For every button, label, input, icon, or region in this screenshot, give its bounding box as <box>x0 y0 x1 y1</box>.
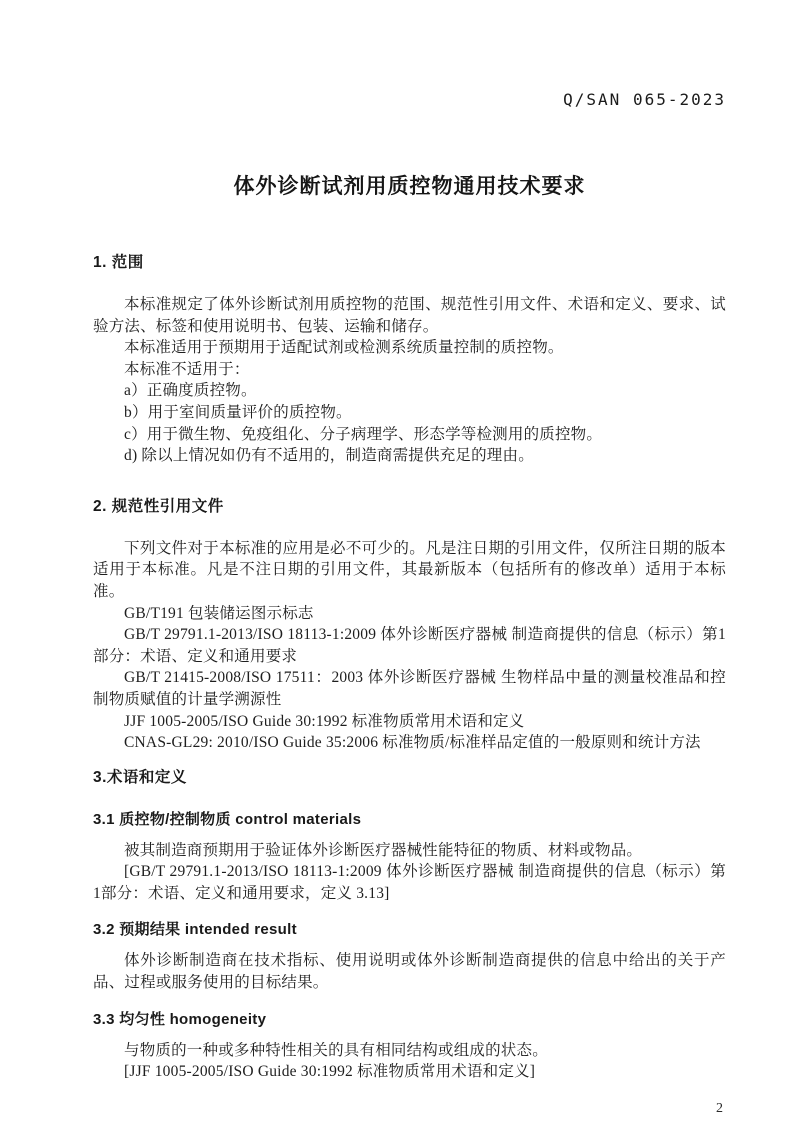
subsection-homogeneity <box>93 1010 726 1083</box>
subsection-control-materials <box>93 810 726 905</box>
document-title: 体外诊断试剂用质控物通用技术要求 <box>233 175 586 198</box>
doc-number: Q/SAN 065-2023 <box>563 90 726 109</box>
source-note: [GB/T 29791.1-2013/ISO 18113-1:2009 体外诊断医疗器械 制造商提供的信息（标示）第1部分：术语、定义和通用要求，定义 3.13] <box>93 863 726 902</box>
paragraph: 本标准适用于预期用于适配试剂或检测系统质量控制的质控物。 <box>124 339 564 357</box>
subsection-heading: 3.1 质控物/控制物质 control materials <box>93 810 362 828</box>
paragraph: 体外诊断制造商在技术指标、使用说明或体外诊断制造商提供的信息中给出的关于产品、过程或服务使用的目标结果。 <box>93 952 726 992</box>
section-scope <box>93 253 726 467</box>
paragraph: 下列文件对于本标准的应用是必不可少的。凡是注日期的引用文件，仅所注日期的版本适用于本标准。凡是不注日期的引用文件，其最新版本（包括所有的修改单）适用于本标准。 <box>93 539 726 600</box>
paragraph: 本标准规定了体外诊断试剂用质控物的范围、规范性引用文件、术语和定义、要求、试验方法、标签和使用说明书、包装、运输和储存。 <box>93 296 726 335</box>
reference-entry: CNAS-GL29: 2010/ISO Guide 35:2006 标准物质/标准样品定值的一般原则和统计方法 <box>124 734 701 752</box>
paragraph: 与物质的一种或多种特性相关的具有相同结构或组成的状态。 <box>124 1041 548 1059</box>
paragraph: 被其制造商预期用于验证体外诊断医疗器械性能特征的物质、材料或物品。 <box>124 841 643 859</box>
source-note: [JJF 1005-2005/ISO Guide 30:1992 标准物质常用术语和定义] <box>124 1063 536 1081</box>
reference-entry: GB/T191 包装储运图示标志 <box>124 604 314 622</box>
section-heading: 1. 范围 <box>93 254 144 271</box>
subsection-heading: 3.3 均匀性 homogeneity <box>93 1010 267 1028</box>
subsection-heading: 3.2 预期结果 intended result <box>93 921 297 939</box>
reference-entry: JJF 1005-2005/ISO Guide 30:1992 标准物质常用术语和定义 <box>124 712 525 730</box>
section-heading: 3.术语和定义 <box>93 768 187 786</box>
section-terms-definitions <box>93 768 726 1083</box>
section-heading: 2. 规范性引用文件 <box>93 497 224 515</box>
paragraph: 本标准不适用于： <box>124 360 250 378</box>
section-normative-references <box>93 497 726 754</box>
page-number: 2 <box>716 1101 723 1116</box>
list-item: b）用于室间质量评价的质控物。 <box>124 403 352 421</box>
list-item: d) 除以上情况如仍有不适用的，制造商需提供充足的理由。 <box>124 447 534 465</box>
list-item: a）正确度质控物。 <box>124 382 257 400</box>
reference-entry: GB/T 29791.1-2013/ISO 18113-1:2009 体外诊断医疗器械 制造商提供的信息（标示）第1部分：术语、定义和通用要求 <box>93 626 726 665</box>
subsection-intended-result <box>93 920 726 993</box>
reference-entry: GB/T 21415-2008/ISO 17511：2003 体外诊断医疗器械 生物样品中量的测量校准品和控制物质赋值的计量学溯源性 <box>93 669 726 708</box>
list-item: c）用于微生物、免疫组化、分子病理学、形态学等检测用的质控物。 <box>124 425 603 443</box>
